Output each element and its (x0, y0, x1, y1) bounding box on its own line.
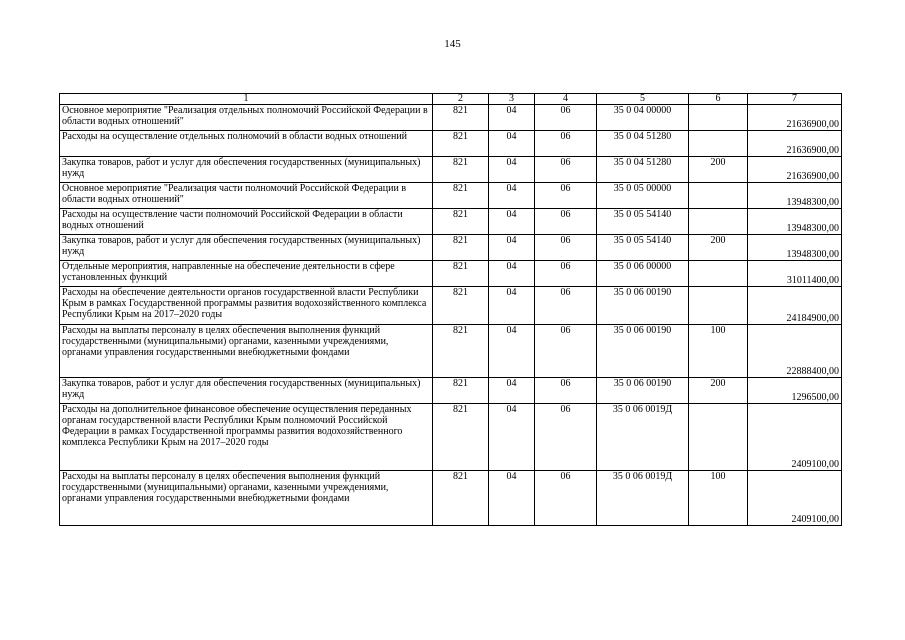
description-cell: Закупка товаров, работ и услуг для обеспечения государственных (муниципальных) нужд (60, 235, 433, 261)
ved-code-cell: 821 (433, 471, 489, 526)
description-cell: Закупка товаров, работ и услуг для обеспечения государственных (муниципальных) нужд (60, 378, 433, 404)
description-cell: Расходы на осуществление отдельных полномочий в области водных отношений (60, 131, 433, 157)
section-code-cell: 04 (489, 325, 535, 378)
table-row (60, 105, 842, 131)
table-row (60, 404, 842, 471)
header-cell-1: 1 (60, 94, 433, 105)
ved-code-cell: 821 (433, 105, 489, 131)
description-cell: Расходы на осуществление части полномочий Российской Федерации в области водных отношений (60, 209, 433, 235)
section-code-cell: 04 (489, 378, 535, 404)
subsection-code-cell: 06 (535, 325, 597, 378)
expense-type-cell (689, 209, 748, 235)
description-cell: Основное мероприятие "Реализация отдельных полномочий Российской Федерации в области водных отношений" (60, 105, 433, 131)
section-code-cell: 04 (489, 209, 535, 235)
section-code-cell: 04 (489, 471, 535, 526)
section-code-cell: 04 (489, 105, 535, 131)
amount-cell: 22888400,00 (748, 325, 842, 378)
section-code-cell: 04 (489, 404, 535, 471)
target-article-cell: 35 0 06 0019Д (597, 404, 689, 471)
expense-type-cell: 100 (689, 325, 748, 378)
description-cell: Закупка товаров, работ и услуг для обеспечения государственных (муниципальных) нужд (60, 157, 433, 183)
subsection-code-cell: 06 (535, 471, 597, 526)
description-cell: Основное мероприятие "Реализация части полномочий Российской Федерации в области водных отношений" (60, 183, 433, 209)
subsection-code-cell: 06 (535, 287, 597, 325)
subsection-code-cell: 06 (535, 183, 597, 209)
target-article-cell: 35 0 04 00000 (597, 105, 689, 131)
expense-type-cell (689, 131, 748, 157)
header-cell-7: 7 (748, 94, 842, 105)
header-row (60, 94, 842, 105)
ved-code-cell: 821 (433, 378, 489, 404)
expense-type-cell (689, 287, 748, 325)
table-row (60, 209, 842, 235)
page-number: 145 (444, 38, 461, 50)
amount-cell: 1296500,00 (748, 378, 842, 404)
ved-code-cell: 821 (433, 131, 489, 157)
subsection-code-cell: 06 (535, 157, 597, 183)
amount-cell: 13948300,00 (748, 209, 842, 235)
subsection-code-cell: 06 (535, 131, 597, 157)
description-cell: Расходы на выплаты персоналу в целях обеспечения выполнения функций государственными (муниципальными) органами, казенными учреждениями, органами управления государственными внебюджетными фондами (60, 325, 433, 378)
ved-code-cell: 821 (433, 235, 489, 261)
ved-code-cell: 821 (433, 209, 489, 235)
table-row (60, 131, 842, 157)
description-cell: Расходы на обеспечение деятельности органов государственной власти Республики Крым в рамках Государственной программы развития водохозяйственного комплекса Республики Крым на 2017–2020 годы (60, 287, 433, 325)
table-row (60, 471, 842, 526)
expense-type-cell: 100 (689, 471, 748, 526)
amount-cell: 21636900,00 (748, 157, 842, 183)
section-code-cell: 04 (489, 235, 535, 261)
table-row (60, 157, 842, 183)
target-article-cell: 35 0 05 54140 (597, 209, 689, 235)
description-cell: Отдельные мероприятия, направленные на обеспечение деятельности в сфере установленных функций (60, 261, 433, 287)
target-article-cell: 35 0 04 51280 (597, 157, 689, 183)
target-article-cell: 35 0 05 00000 (597, 183, 689, 209)
header-cell-3: 3 (489, 94, 535, 105)
header-cell-6: 6 (689, 94, 748, 105)
table-row (60, 261, 842, 287)
expense-type-cell (689, 183, 748, 209)
section-code-cell: 04 (489, 157, 535, 183)
subsection-code-cell: 06 (535, 404, 597, 471)
section-code-cell: 04 (489, 131, 535, 157)
subsection-code-cell: 06 (535, 261, 597, 287)
description-cell: Расходы на выплаты персоналу в целях обеспечения выполнения функций государственными (муниципальными) органами, казенными учреждениями, органами управления государственными внебюджетными фондами (60, 471, 433, 526)
expense-type-cell (689, 261, 748, 287)
target-article-cell: 35 0 06 00190 (597, 378, 689, 404)
table-row (60, 378, 842, 404)
description-cell: Расходы на дополнительное финансовое обеспечение осуществления переданных органам государственной власти Республики Крым полномочий Российской Федерации в рамках Государственной программы развития водохозяйственного комплекса Республики Крым на 2017–2020 годы (60, 404, 433, 471)
ved-code-cell: 821 (433, 183, 489, 209)
target-article-cell: 35 0 05 54140 (597, 235, 689, 261)
ved-code-cell: 821 (433, 287, 489, 325)
amount-cell: 13948300,00 (748, 235, 842, 261)
ved-code-cell: 821 (433, 157, 489, 183)
amount-cell: 2409100,00 (748, 404, 842, 471)
target-article-cell: 35 0 04 51280 (597, 131, 689, 157)
header-cell-5: 5 (597, 94, 689, 105)
table-row (60, 235, 842, 261)
subsection-code-cell: 06 (535, 235, 597, 261)
budget-table (59, 93, 842, 526)
section-code-cell: 04 (489, 261, 535, 287)
expense-type-cell: 200 (689, 235, 748, 261)
amount-cell: 21636900,00 (748, 131, 842, 157)
amount-cell: 31011400,00 (748, 261, 842, 287)
expense-type-cell: 200 (689, 157, 748, 183)
expense-type-cell (689, 105, 748, 131)
amount-cell: 21636900,00 (748, 105, 842, 131)
ved-code-cell: 821 (433, 261, 489, 287)
target-article-cell: 35 0 06 00000 (597, 261, 689, 287)
header-cell-4: 4 (535, 94, 597, 105)
subsection-code-cell: 06 (535, 105, 597, 131)
amount-cell: 24184900,00 (748, 287, 842, 325)
expense-type-cell: 200 (689, 378, 748, 404)
ved-code-cell: 821 (433, 325, 489, 378)
section-code-cell: 04 (489, 287, 535, 325)
target-article-cell: 35 0 06 0019Д (597, 471, 689, 526)
subsection-code-cell: 06 (535, 209, 597, 235)
amount-cell: 13948300,00 (748, 183, 842, 209)
expense-type-cell (689, 404, 748, 471)
table-row (60, 325, 842, 378)
section-code-cell: 04 (489, 183, 535, 209)
amount-cell: 2409100,00 (748, 471, 842, 526)
table-row (60, 287, 842, 325)
target-article-cell: 35 0 06 00190 (597, 325, 689, 378)
target-article-cell: 35 0 06 00190 (597, 287, 689, 325)
table-row (60, 183, 842, 209)
ved-code-cell: 821 (433, 404, 489, 471)
subsection-code-cell: 06 (535, 378, 597, 404)
header-cell-2: 2 (433, 94, 489, 105)
